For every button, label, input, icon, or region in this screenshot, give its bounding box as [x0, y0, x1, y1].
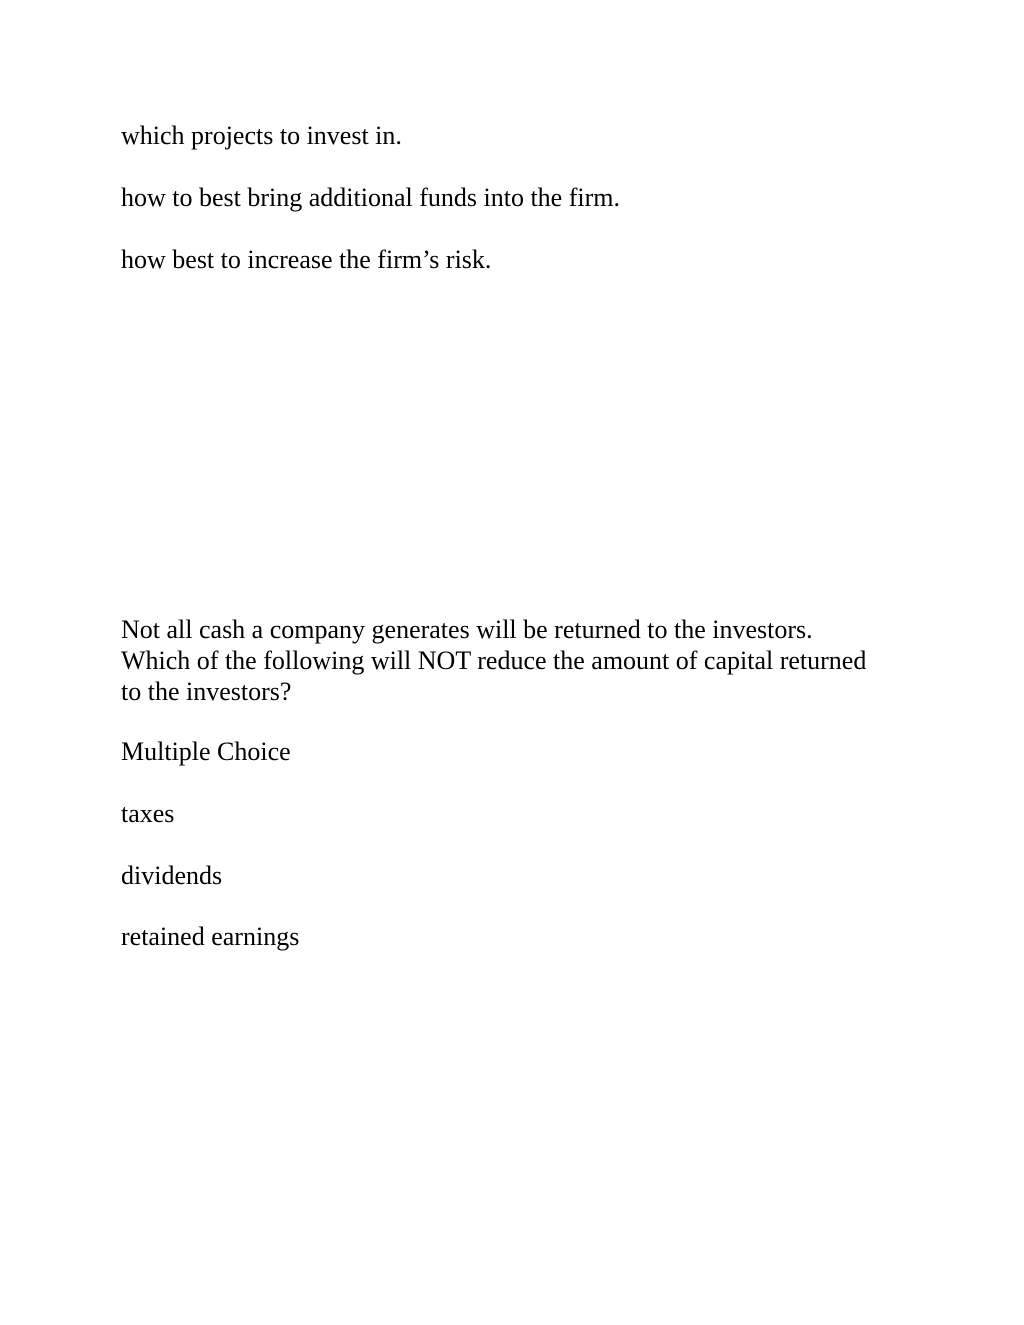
prev-option-2: how to best bring additional funds into the firm. [121, 183, 620, 212]
answer-option-retained-earnings[interactable]: retained earnings [121, 922, 300, 951]
prev-option-3: how best to increase the firm’s risk. [121, 245, 492, 274]
answer-option-taxes[interactable]: taxes [121, 799, 175, 828]
question-text [121, 614, 921, 707]
question-line-2: Which of the following will NOT reduce the amount of capital returned [121, 646, 867, 675]
question-line-1: Not all cash a company generates will be returned to the investors. [121, 615, 813, 644]
question-line-3: to the investors? [121, 677, 292, 706]
answer-option-dividends[interactable]: dividends [121, 861, 223, 890]
question-type-label: Multiple Choice [121, 737, 291, 766]
prev-option-1: which projects to invest in. [121, 121, 402, 150]
